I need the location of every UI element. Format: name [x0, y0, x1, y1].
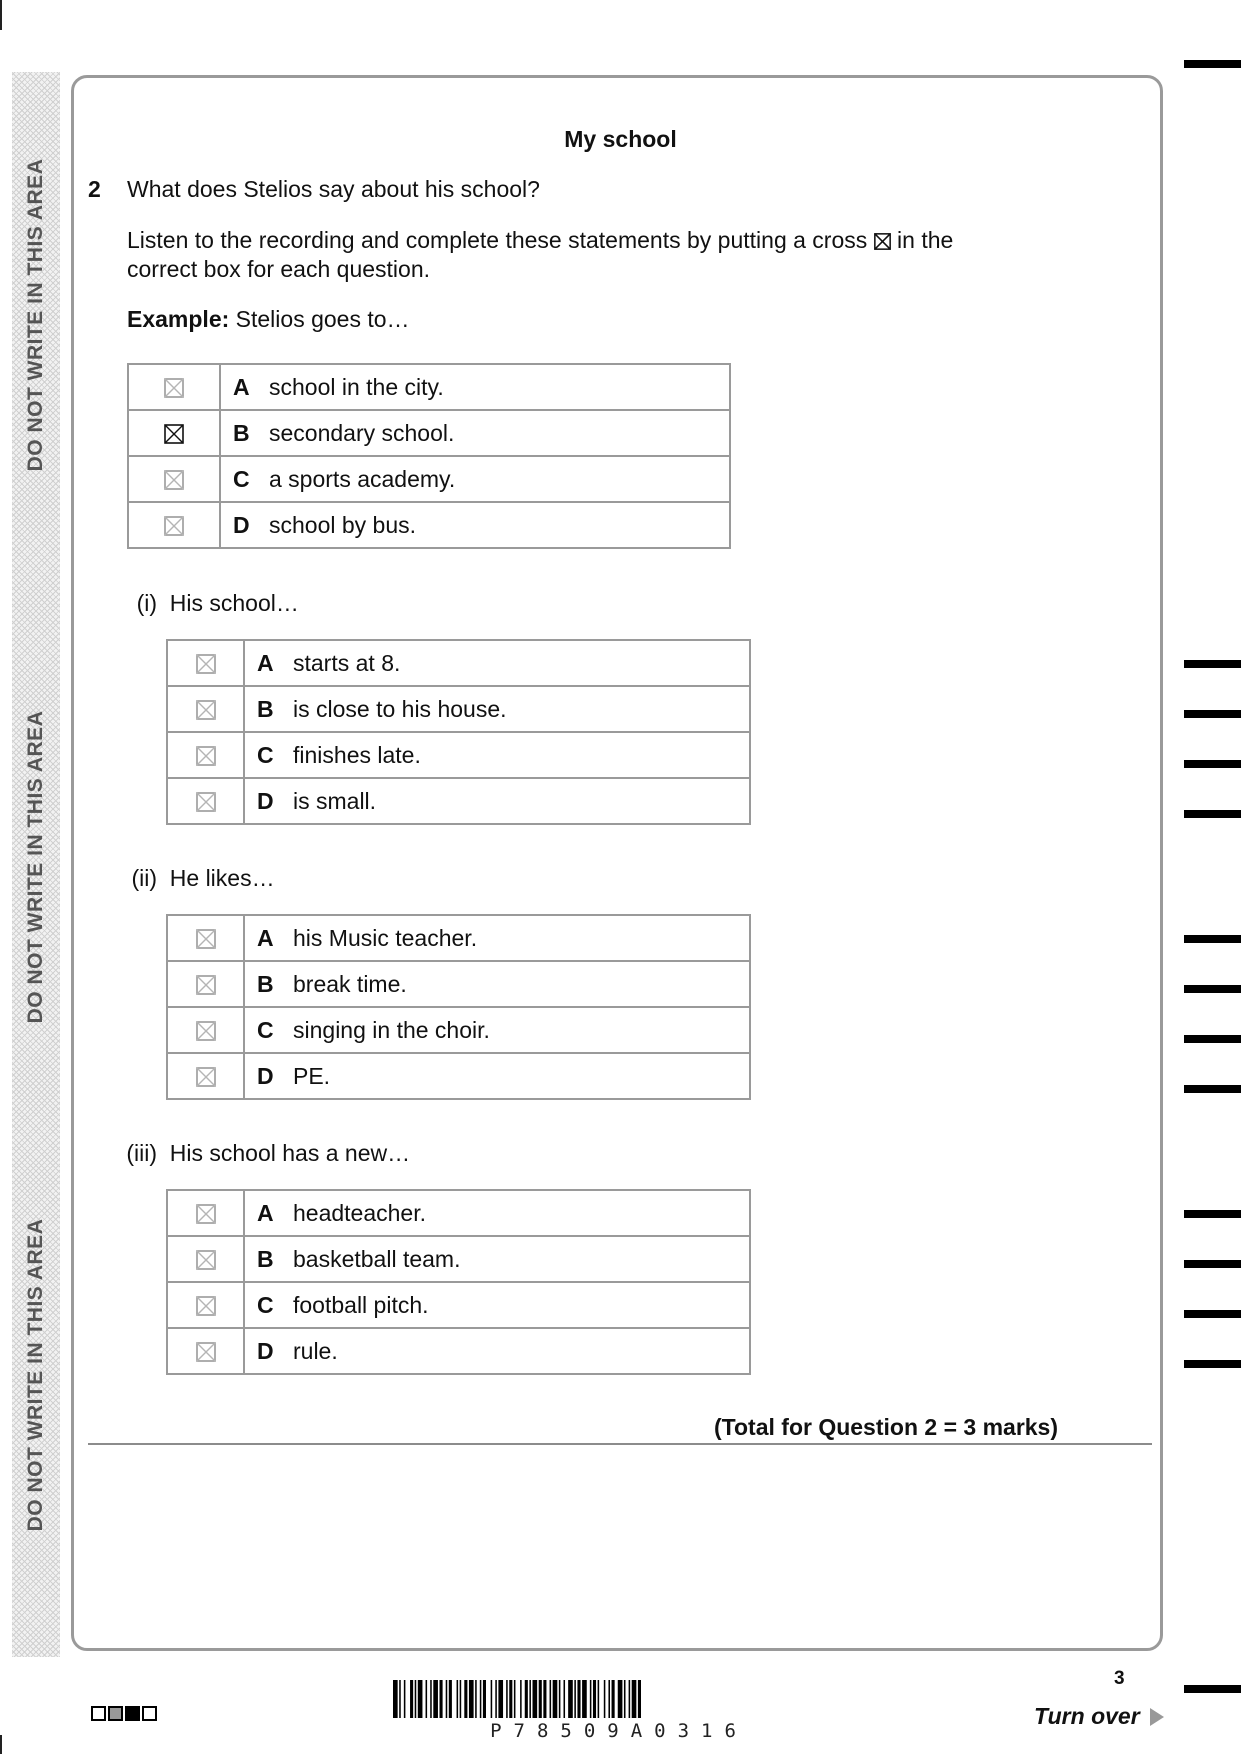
page-number: 3 — [1114, 1668, 1125, 1689]
option-letter: D — [257, 1337, 274, 1364]
option-letter: D — [257, 787, 274, 814]
option-text: PE. — [293, 1062, 331, 1089]
option-row — [167, 686, 750, 732]
answer-box[interactable] — [167, 915, 244, 961]
empty-answer-box-icon — [196, 1250, 216, 1270]
option-cell — [244, 778, 750, 824]
answer-box[interactable] — [167, 1007, 244, 1053]
answer-box[interactable] — [128, 410, 220, 456]
option-cell — [244, 732, 750, 778]
sub-question-ii: (ii) He likes… — [131, 865, 275, 891]
empty-answer-box-icon — [196, 1342, 216, 1362]
section-title: My school — [564, 126, 677, 152]
margin-warning: DO NOT WRITE IN THIS AREA — [24, 1218, 47, 1532]
option-cell — [220, 456, 730, 502]
answer-box[interactable] — [128, 364, 220, 410]
margin-warning: DO NOT WRITE IN THIS AREA — [24, 158, 47, 472]
empty-answer-box-icon — [196, 792, 216, 812]
option-cell — [244, 1236, 750, 1282]
option-row — [167, 915, 750, 961]
turn-over-label: Turn over — [1034, 1703, 1140, 1729]
option-row — [167, 1053, 750, 1099]
question-text: What does Stelios say about his school? — [127, 176, 540, 202]
option-row — [167, 961, 750, 1007]
empty-answer-box-icon — [164, 378, 184, 398]
option-letter: B — [257, 1245, 274, 1272]
option-letter: C — [257, 1016, 274, 1043]
empty-answer-box-icon — [196, 1204, 216, 1224]
empty-answer-box-icon — [196, 1067, 216, 1087]
option-cell — [244, 640, 750, 686]
answer-box[interactable] — [167, 778, 244, 824]
option-letter: B — [233, 419, 250, 446]
option-text: is small. — [293, 787, 377, 814]
option-letter: B — [257, 695, 274, 722]
empty-answer-box-icon — [164, 470, 184, 490]
option-text: finishes late. — [293, 741, 421, 768]
option-text: school by bus. — [269, 511, 417, 538]
option-text: football pitch. — [293, 1291, 429, 1318]
sub-question-iii: (iii) His school has a new… — [126, 1140, 411, 1166]
option-row — [167, 1282, 750, 1328]
options-table-i — [166, 639, 751, 825]
answer-box[interactable] — [167, 1282, 244, 1328]
crossed-box-icon — [874, 233, 891, 250]
right-arrow-icon — [1150, 1708, 1164, 1726]
empty-answer-box-icon — [196, 700, 216, 720]
option-cell — [244, 915, 750, 961]
empty-answer-box-icon — [196, 1021, 216, 1041]
crossed-box-icon — [164, 424, 184, 444]
option-letter: C — [257, 1291, 274, 1318]
option-cell — [244, 1328, 750, 1374]
option-letter: A — [257, 924, 274, 951]
option-text: a sports academy. — [269, 465, 456, 492]
divider — [88, 1443, 1152, 1445]
option-letter: D — [257, 1062, 274, 1089]
example-stem: Example: Stelios goes to… — [127, 306, 410, 332]
answer-box[interactable] — [167, 1236, 244, 1282]
option-cell — [220, 364, 730, 410]
option-text: school in the city. — [269, 373, 444, 400]
option-text: secondary school. — [269, 419, 455, 446]
option-cell — [220, 410, 730, 456]
answer-box[interactable] — [167, 1190, 244, 1236]
answer-box[interactable] — [167, 640, 244, 686]
answer-box[interactable] — [167, 686, 244, 732]
option-row — [128, 364, 730, 410]
crop-mark — [0, 0, 2, 30]
option-cell — [244, 686, 750, 732]
answer-box[interactable] — [167, 1053, 244, 1099]
answer-box[interactable] — [167, 961, 244, 1007]
answer-box[interactable] — [128, 456, 220, 502]
option-text: singing in the choir. — [293, 1016, 490, 1043]
option-cell — [220, 502, 730, 548]
sub-question-i: (i) His school… — [136, 590, 299, 616]
option-letter: C — [257, 741, 274, 768]
option-text: basketball team. — [293, 1245, 461, 1272]
answer-box[interactable] — [167, 732, 244, 778]
option-text: his Music teacher. — [293, 924, 478, 951]
option-letter: C — [233, 465, 250, 492]
options-table-ii — [166, 914, 751, 1100]
option-cell — [244, 1282, 750, 1328]
answer-box[interactable] — [167, 1328, 244, 1374]
option-text: rule. — [293, 1337, 338, 1364]
option-letter: B — [257, 970, 274, 997]
option-row — [167, 732, 750, 778]
option-text: is close to his house. — [293, 695, 507, 722]
empty-answer-box-icon — [196, 929, 216, 949]
crop-mark — [0, 1735, 2, 1754]
option-text: headteacher. — [293, 1199, 427, 1226]
total-marks: (Total for Question 2 = 3 marks) — [714, 1414, 1059, 1440]
option-row — [167, 1328, 750, 1374]
option-text: break time. — [293, 970, 407, 997]
option-cell — [244, 1190, 750, 1236]
option-row — [128, 410, 730, 456]
option-row — [128, 456, 730, 502]
empty-answer-box-icon — [196, 746, 216, 766]
margin-warning: DO NOT WRITE IN THIS AREA — [24, 710, 47, 1024]
option-letter: A — [257, 649, 274, 676]
option-cell — [244, 961, 750, 1007]
option-row — [167, 778, 750, 824]
empty-answer-box-icon — [164, 516, 184, 536]
option-row — [167, 640, 750, 686]
options-table-iii — [166, 1189, 751, 1375]
empty-answer-box-icon — [196, 1296, 216, 1316]
option-row — [128, 502, 730, 548]
option-letter: A — [233, 373, 250, 400]
option-row — [167, 1236, 750, 1282]
option-row — [167, 1007, 750, 1053]
option-letter: D — [233, 511, 250, 538]
page-indicator-squares — [91, 1706, 157, 1721]
option-cell — [244, 1007, 750, 1053]
option-row — [167, 1190, 750, 1236]
empty-answer-box-icon — [196, 654, 216, 674]
option-cell — [244, 1053, 750, 1099]
instructions: Listen to the recording and complete these statements by putting a cross in the correct box for each question. — [127, 227, 954, 282]
example-options-table — [127, 363, 731, 549]
question-number: 2 — [88, 176, 101, 202]
option-letter: A — [257, 1199, 274, 1226]
answer-box[interactable] — [128, 502, 220, 548]
barcode-text: P78509A0316 — [490, 1720, 748, 1742]
empty-answer-box-icon — [196, 975, 216, 995]
option-text: starts at 8. — [293, 649, 401, 676]
